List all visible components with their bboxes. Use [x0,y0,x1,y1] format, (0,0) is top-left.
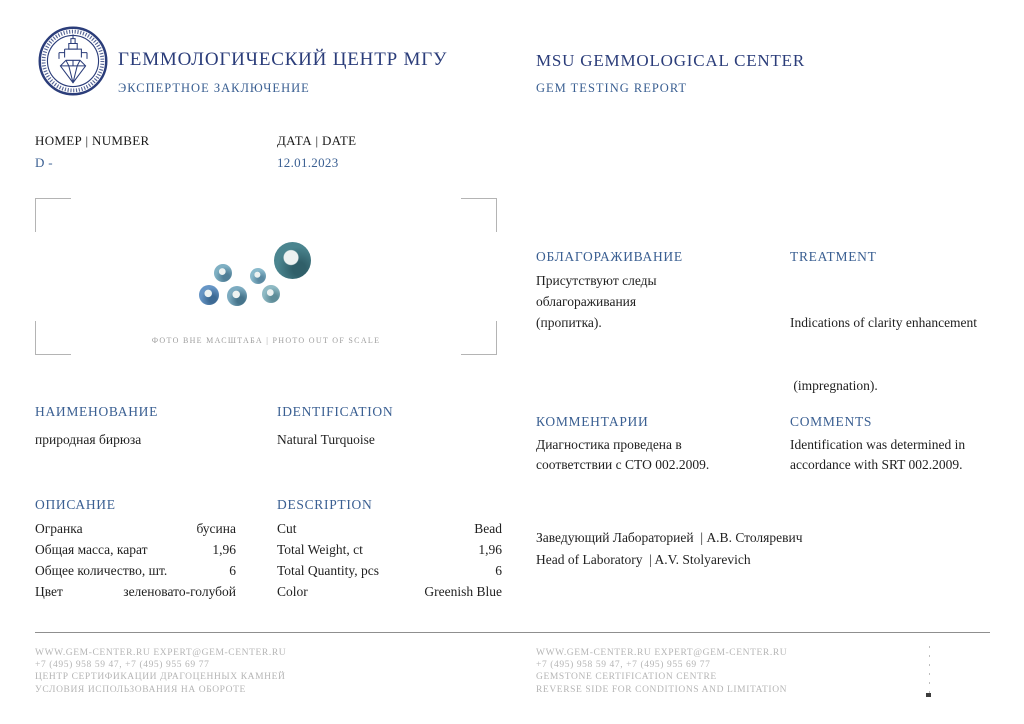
turquoise-bead [262,285,280,303]
desc-value: 1,96 [478,542,502,557]
date-label: ДАТА | DATE [277,133,357,148]
treatment-text-en [790,270,1020,438]
footer-right [536,647,996,696]
table-row [35,563,236,584]
desc-value: Greenish Blue [424,584,502,599]
description-table-ru [35,521,236,605]
doc-title-ru: ЭКСПЕРТНОЕ ЗАКЛЮЧЕНИЕ [118,81,310,95]
turquoise-bead [214,264,232,282]
description-table-en [277,521,502,605]
doc-title-en: GEM TESTING REPORT [536,81,688,95]
treatment-text-ru [536,270,756,333]
footer-org-line: GEMSTONE CERTIFICATION CENTRE [536,672,717,683]
org-title-en: MSU GEMMOLOGICAL CENTER [536,51,805,70]
desc-value: 6 [495,563,502,578]
desc-label: Общее количество, шт. [35,563,168,578]
photo-corner-bracket-top-right [461,198,497,232]
signature-line-en: Head of Laboratory | A.V. Stolyarevich [536,552,751,567]
org-title-ru: ГЕММОЛОГИЧЕСКИЙ ЦЕНТР МГУ [118,49,448,70]
description-title-en: DESCRIPTION [277,497,373,512]
footer-website: WWW.GEM-CENTER.RU EXPERT@GEM-CENTER.RU [35,648,287,658]
footer-left [35,647,495,696]
msu-logo-seal [38,24,108,98]
print-artifact-mark [926,693,931,697]
treatment-title-ru: ОБЛАГОРАЖИВАНИЕ [536,249,683,264]
photo-caption: ФОТО ВНЕ МАСШТАБА | PHOTO OUT OF SCALE [151,336,381,345]
comments-text-ru [536,435,776,475]
comments-title-ru: КОММЕНТАРИИ [536,414,649,429]
number-value: D - [35,155,53,170]
treatment-en-line: Indications of clarity enhancement [790,315,978,330]
identification-title-ru: НАИМЕНОВАНИЕ [35,404,159,419]
date-value: 12.01.2023 [277,155,339,170]
footer-conditions-line: REVERSE SIDE FOR CONDITIONS AND LIMITATION [536,684,788,695]
footer-phones: +7 (495) 958 59 47, +7 (495) 955 69 77 [35,660,210,671]
desc-value: бусина [196,521,236,536]
turquoise-bead [227,286,247,306]
photo-corner-bracket-top-left [35,198,71,232]
comments-text-en [790,435,1024,475]
table-row [35,521,236,542]
footer-org-line: ЦЕНТР СЕРТИФИКАЦИИ ДРАГОЦЕННЫХ КАМНЕЙ [35,672,286,683]
desc-value: 6 [229,563,236,578]
comments-ru-line: соответствии с СТО 002.2009. [536,457,710,472]
identification-title-en: IDENTIFICATION [277,404,394,419]
table-row [35,542,236,563]
desc-value: зеленовато-голубой [123,584,236,599]
footer-phones: +7 (495) 958 59 47, +7 (495) 955 69 77 [536,660,711,671]
turquoise-bead [274,242,311,279]
treatment-ru-line: (пропитка). [536,315,602,330]
footer-website: WWW.GEM-CENTER.RU EXPERT@GEM-CENTER.RU [536,648,788,658]
table-row [35,584,236,605]
turquoise-bead [199,285,219,305]
comments-en-line: Identification was determined in [790,437,966,452]
desc-label: Общая масса, карат [35,542,148,557]
treatment-ru-line: облагораживания [536,294,637,309]
table-row [277,542,502,563]
print-artifact-dotted-line [929,646,930,694]
gem-photo-area [35,198,497,355]
desc-value: Bead [474,521,502,536]
msu-seal-icon [38,24,108,98]
signature-block [536,527,1006,571]
comments-title-en: COMMENTS [790,414,873,429]
comments-en-line: accordance with SRT 002.2009. [790,457,963,472]
comments-ru-line: Диагностика проведена в [536,437,682,452]
table-row [277,563,502,584]
identification-value-ru: природная бирюза [35,432,142,447]
desc-label: Color [277,584,308,599]
treatment-ru-line: Присутствуют следы [536,273,657,288]
desc-label: Cut [277,521,297,536]
table-row [277,521,502,542]
turquoise-bead [250,268,266,284]
footer-divider [35,632,990,633]
desc-label: Total Quantity, pcs [277,563,380,578]
footer-conditions-line: УСЛОВИЯ ИСПОЛЬЗОВАНИЯ НА ОБОРОТЕ [35,684,246,695]
treatment-title-en: TREATMENT [790,249,877,264]
treatment-en-line: (impregnation). [790,378,878,393]
desc-label: Огранка [35,521,83,536]
description-title-ru: ОПИСАНИЕ [35,497,116,512]
table-row [277,584,502,605]
number-label: НОМЕР | NUMBER [35,133,150,148]
desc-value: 1,96 [212,542,236,557]
desc-label: Total Weight, ct [277,542,363,557]
desc-label: Цвет [35,584,63,599]
identification-value-en: Natural Turquoise [277,432,375,447]
signature-line-ru: Заведующий Лабораторией | А.В. Столяревич [536,530,803,545]
